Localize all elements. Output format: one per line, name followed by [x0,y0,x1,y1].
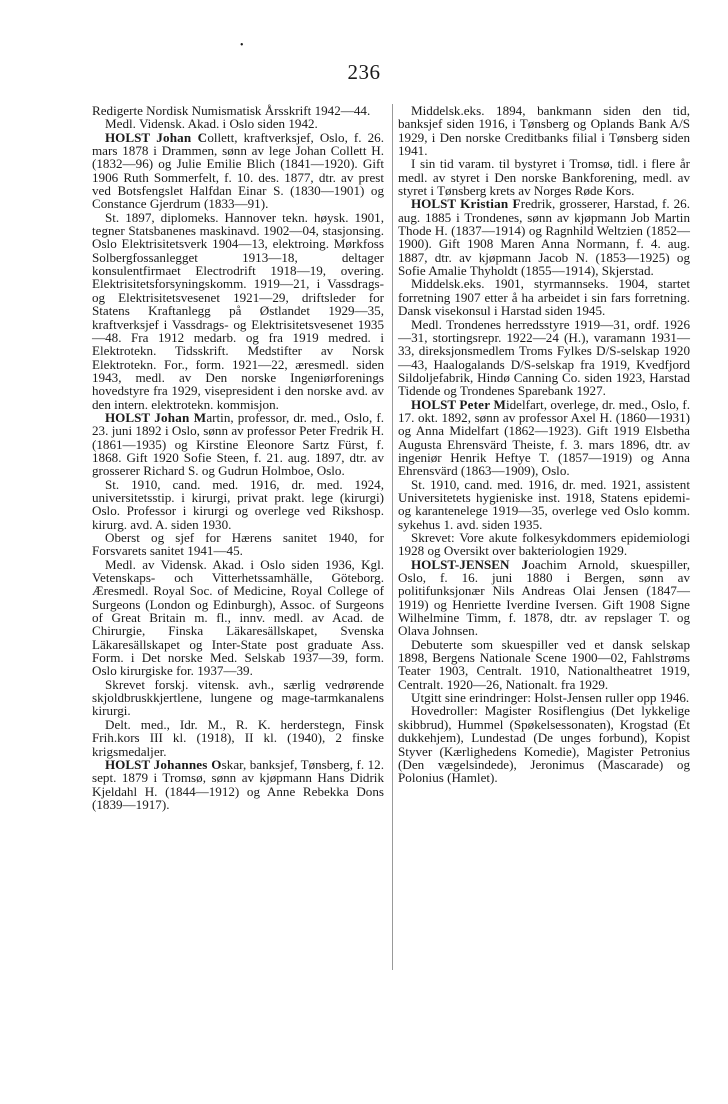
paragraph-text: Delt. med., Idr. M., R. K. herderstegn, Finsk Frih.kors III kl. (1918), II kl. (1940), 2 finske krigsmedaljer. [92,716,384,759]
entry-paragraph [398,197,690,277]
paragraph-text: Oberst og sjef for Hærens sanitet 1940, for Forsvarets sanitet 1941—45. [92,530,384,559]
stray-dot: • [240,40,244,51]
paragraph-text: idelfart, overlege, dr. med., Oslo, f. 17. okt. 1892, sønn av professor Axel H. (1860—1931) og Anna Midelfart (1862—1923). Gift 1919 Elsbetha Augusta Ehrensvärd Theiste, f. 3. mars 1896, dtr. av ingeniør Henrik Heftye T. (1857—1919) og Anna Ehrensvärd (1863—1909), Oslo. [398,396,690,479]
paragraph-text: artin, professor, dr. med., Oslo, f. 23. juni 1892 i Oslo, sønn av professor Peter Fredrik H. (1861—1935) og Kirstine Eleonore Sartz Fürst, f. 1868. Gift 1920 Sofie Steen, f. 21. aug. 1897, dtr. av grosserer Richard S. og Gudrun Holmboe, Oslo. [92,409,384,479]
paragraph-text: St. 1910, cand. med. 1916, dr. med. 1924, universitetsstip. i kirurgi, privat prakt. lege (kirurgi) Oslo. Professor i kirurgi og overlege ved Rikshosp. kirurg. avd. A. siden 1930. [92,476,384,532]
entry-firstname: Johan M [154,409,207,425]
page-number: 236 [347,60,381,84]
paragraph-text: Medl. Vidensk. Akad. i Oslo siden 1942. [105,116,318,132]
entry-surname: HOLST [105,756,151,772]
entry-firstname: Johannes O [153,756,222,772]
paragraph [398,104,690,157]
paragraph [92,117,384,130]
paragraph-text: oachim Arnold, skuespiller, Oslo, f. 16. juni 1880 i Bergen, sønn av politifunksjonær Nils Andreas Olai Jensen (1847—1919) og Henriette Iverdine Iversen. Gift 1908 Signe Wilhelmine Timm, f. 1878, dtr. av repslager T. og Olava Johnsen. [398,556,690,639]
entry-firstname: J [521,556,529,572]
paragraph-text: Hovedroller: Magister Rosiflengius (Det lykkelige skibbrud), Hummel (Spøkelsessonaten), Krogstad (Et dukkehjem), Lundestad (De unges forbund), Kopist Styver (Kærlighedens Komedie), Magister Petronius (Den vægelsindede), Jeronimus (Mascarade) og Polonius (Hamlet). [398,703,690,786]
paragraph [398,157,690,197]
paragraph [92,478,384,531]
paragraph-text: Redigerte Nordisk Numismatisk Årsskrift 1942—44. [92,103,371,118]
paragraph [398,638,690,691]
paragraph-text: Skrevet forskj. vitensk. avh., særlig vedrørende skjoldbruskkjertlene, lungene og mage-tarmkanalens kirurgi. [92,676,384,719]
entry-paragraph [398,558,690,638]
right-column [398,104,690,785]
entry-paragraph [92,131,384,211]
column-divider [392,104,393,970]
entry-surname: HOLST-JENSEN [411,556,510,572]
paragraph [398,478,690,531]
paragraph [398,531,690,558]
entry-paragraph [398,398,690,478]
paragraph-text: ollett, kraftverksjef, Oslo, f. 26. mars 1878 i Drammen, sønn av lege Johan Collett H. (1832—96) og Julie Emilie Blich (1841—1920). Gift 1906 Ruth Sommerfelt, f. 10. des. 1877, dtr. av prest ved Botsfengslet Halfdan Einar S. (1830—1901) og Constance Gjerdrum (1833—91). [92,129,384,212]
entry-firstname: Kristian F [460,196,521,212]
paragraph [398,277,690,317]
entry-surname: HOLST [105,409,151,425]
paragraph [398,704,690,784]
paragraph-text: Utgitt sine erindringer: Holst-Jensen ruller opp 1946. [411,690,690,706]
paragraph [92,104,384,117]
paragraph [92,678,384,718]
paragraph [92,211,384,411]
paragraph-text: Debuterte som skuespiller ved et dansk selskap 1898, Bergens Nationale Scene 1900—02, Fahlstrøms Teater 1903, Centralt. 1910, Nationaltheatret 1919, Centralt. 1920—26, Nationalt. fra 1929. [398,636,690,692]
paragraph-text: Middelsk.eks. 1894, bankmann siden den tid, banksjef siden 1916, i Tønsberg og Oplands Bank A/S 1929, i Den norske Creditbanks filial i Tønsberg siden 1941. [398,103,690,159]
paragraph-text: Middelsk.eks. 1901, styrmannseks. 1904, startet forretning 1907 etter å ha arbeidet i sin fars forretning. Dansk visekonsul i Harstad siden 1945. [398,276,690,319]
paragraph [398,318,690,398]
paragraph-text: redrik, grosserer, Harstad, f. 26. aug. 1885 i Trondenes, sønn av kjøpmann Job Martin Thode H. (1837—1914) og Ragnhild Weltzien (1852—1900). Gift 1908 Maren Anna Normann, f. 4. aug. 1887, dtr. av kjøpmann Jacob N. (1853—1925) og Sofie Amalie Thyholdt (1855—1914), Skjerstad. [398,196,690,279]
entry-paragraph [92,758,384,811]
paragraph-text: Skrevet: Vore akute folkesykdommers epidemiologi 1928 og Oversikt over bakteriologien 1929. [398,530,690,559]
paragraph-text: Medl. av Vidensk. Akad. i Oslo siden 1936, Kgl. Vetenskaps- och Vitterhetssamhälle, Göteborg. Æresmedl. Royal Soc. of Medicine, Royal College of Surgeons (London og Edinburgh), Assoc. of Surgeons of Great Britain m. fl., innv. medl. av Acad. de Chirurgie, Finska Läkaresällskapet, Svenska Läkaresällskapet og Inter-State post graduate Ass. Form. i Det norske Med. Selskab 1937—39, form. Oslo kirurgiske for. 1937—39. [92,556,384,679]
entry-firstname: Peter M [459,396,506,412]
paragraph [92,558,384,678]
paragraph [398,691,690,704]
paragraph [92,718,384,758]
entry-paragraph [92,411,384,478]
paragraph [92,531,384,558]
paragraph-text: St. 1897, diplomeks. Hannover tekn. høysk. 1901, tegner Statsbanenes maskinavd. 1902—04, stasjonsing. Oslo Elektrisitetsverk 1904—13, elektroing. Mørkfoss Solbergfossanlegget 1913—18, deltager konsulentfirmaet Electrodrift 1918—19, overing. Elektrisitetsforsyningskomm. 1919—21, i Vassdrags- og Elektrisitetsvesenet 1921—29, driftsleder for Statens Kraftanlegg på Østlandet 1929—35, kraftverksjef i Vassdrags- og Elektrisitetsvesenet 1935—48. Fra 1912 medarb. og fra 1919 medred. i Elektrotekn. Tidsskrift. Medstifter av Norsk Elektrotekn. For., form. 1921—22, æresmedl. siden 1943, medl. av Den norske Ingeniørforenings hovedstyre fra 1929, visepresident i den norske avd. av den intern. elektrotekn. kommisjon. [92,209,384,412]
left-column [92,104,384,811]
entry-surname: HOLST [411,396,457,412]
paragraph-text: I sin tid varam. til bystyret i Tromsø, tidl. i flere år medl. av styret i Den norske Bankforening, medl. av styret i Tønsberg krets av Norges Røde Kors. [398,156,690,199]
entry-surname: HOLST [411,196,457,212]
paragraph-text: St. 1910, cand. med. 1916, dr. med. 1921, assistent Universitetets hygieniske inst. 1918, Statens epidemi- og karantenelege 1919—35, overlege ved Oslo komm. sykehus 1. avd. siden 1935. [398,476,690,532]
paragraph-text: skar, banksjef, Tønsberg, f. 12. sept. 1879 i Tromsø, sønn av kjøpmann Hans Didrik Kjeldahl H. (1844—1912) og Anne Rebekka Dons (1839—1917). [92,756,385,812]
entry-firstname: Johan C [156,129,208,145]
entry-surname: HOLST [105,129,151,145]
paragraph-text: Medl. Trondenes herredsstyre 1919—31, ordf. 1926—31, stortingsrepr. 1922—24 (H.), varamann 1931—33, direksjonsmedlem Troms Fylkes D/S-selskap 1920—43, Haalogalands D/S-selskap fra 1919, Kvedfjord Sildoljefabrik, Hindø Canning Co. siden 1923, Harstad Tidende og Trondenes Sparebank 1927. [398,316,690,399]
